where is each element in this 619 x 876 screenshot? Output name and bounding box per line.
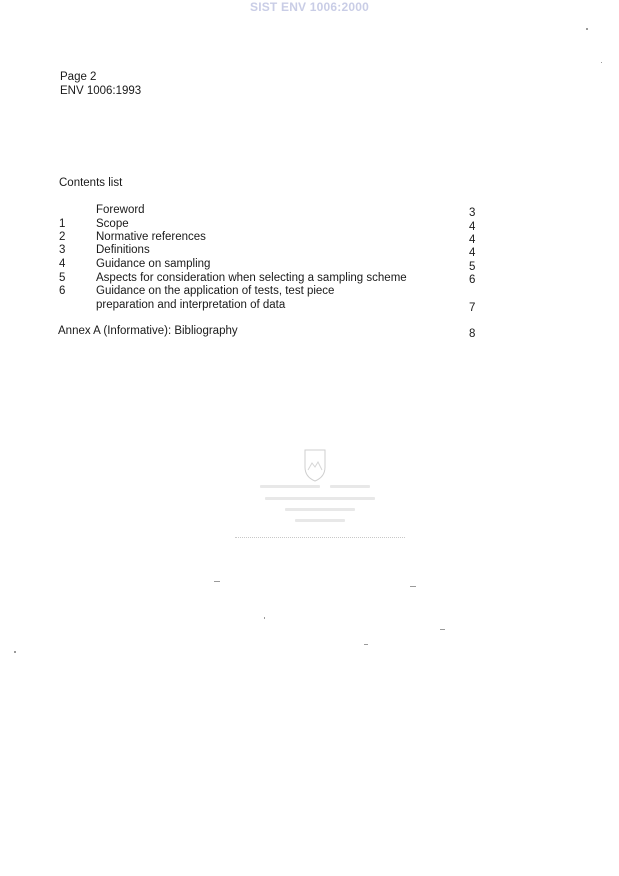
toc-label: Guidance on sampling bbox=[96, 258, 211, 270]
contents-title: Contents list bbox=[59, 177, 123, 189]
toc-entry-guidance-on-tests-continued bbox=[0, 299, 619, 313]
toc-page: 5 bbox=[469, 261, 476, 273]
toc-entry-foreword bbox=[0, 204, 619, 218]
toc-page: 4 bbox=[469, 247, 476, 259]
scan-speck bbox=[410, 586, 416, 587]
toc-label: Foreword bbox=[96, 204, 145, 216]
toc-page: 4 bbox=[469, 221, 476, 233]
toc-number: 1 bbox=[59, 218, 66, 230]
standard-reference: ENV 1006:1993 bbox=[60, 85, 142, 97]
toc-label: Scope bbox=[96, 218, 129, 230]
annex-page: 8 bbox=[469, 328, 476, 340]
scan-speck bbox=[14, 651, 16, 653]
toc-entry-normative-references bbox=[0, 231, 619, 245]
stamp-line bbox=[260, 485, 320, 488]
toc-number: 5 bbox=[59, 272, 66, 284]
scan-speck bbox=[601, 62, 602, 63]
library-stamp bbox=[230, 445, 410, 555]
stamp-line bbox=[265, 497, 375, 500]
toc-label: Guidance on the application of tests, test piece bbox=[96, 285, 335, 297]
toc-label: Definitions bbox=[96, 244, 150, 256]
scan-speck bbox=[586, 28, 588, 30]
toc-number: 2 bbox=[59, 231, 66, 243]
stamp-dotted-line bbox=[235, 537, 405, 538]
scan-speck bbox=[214, 581, 220, 582]
scan-speck bbox=[364, 644, 368, 645]
scan-speck bbox=[264, 617, 265, 619]
toc-entry-guidance-on-sampling bbox=[0, 258, 619, 272]
toc-entry-aspects bbox=[0, 272, 619, 286]
stamp-line bbox=[330, 485, 370, 488]
toc-label: Aspects for consideration when selecting a sampling scheme bbox=[96, 272, 407, 284]
annex-label: Annex A (Informative): Bibliography bbox=[58, 325, 238, 337]
crest-icon bbox=[230, 445, 410, 555]
watermark: SIST ENV 1006:2000 bbox=[249, 0, 369, 14]
toc-entry-scope bbox=[0, 218, 619, 232]
toc-number: 3 bbox=[59, 244, 66, 256]
page-number: Page 2 bbox=[60, 71, 97, 83]
toc-number: 4 bbox=[59, 258, 66, 270]
toc-entry-guidance-on-tests bbox=[0, 285, 619, 299]
toc-page: 4 bbox=[469, 234, 476, 246]
toc-page: 3 bbox=[469, 207, 476, 219]
stamp-line bbox=[285, 508, 355, 511]
scan-speck bbox=[440, 629, 445, 630]
toc-label: preparation and interpretation of data bbox=[96, 299, 286, 311]
toc-page: 7 bbox=[469, 302, 476, 314]
toc-number: 6 bbox=[59, 285, 66, 297]
toc-page: 6 bbox=[469, 274, 476, 286]
toc-entry-definitions bbox=[0, 244, 619, 258]
stamp-line bbox=[295, 519, 345, 522]
toc-entry-annex-a bbox=[0, 325, 619, 339]
page-header bbox=[60, 70, 141, 98]
toc-label: Normative references bbox=[96, 231, 206, 243]
